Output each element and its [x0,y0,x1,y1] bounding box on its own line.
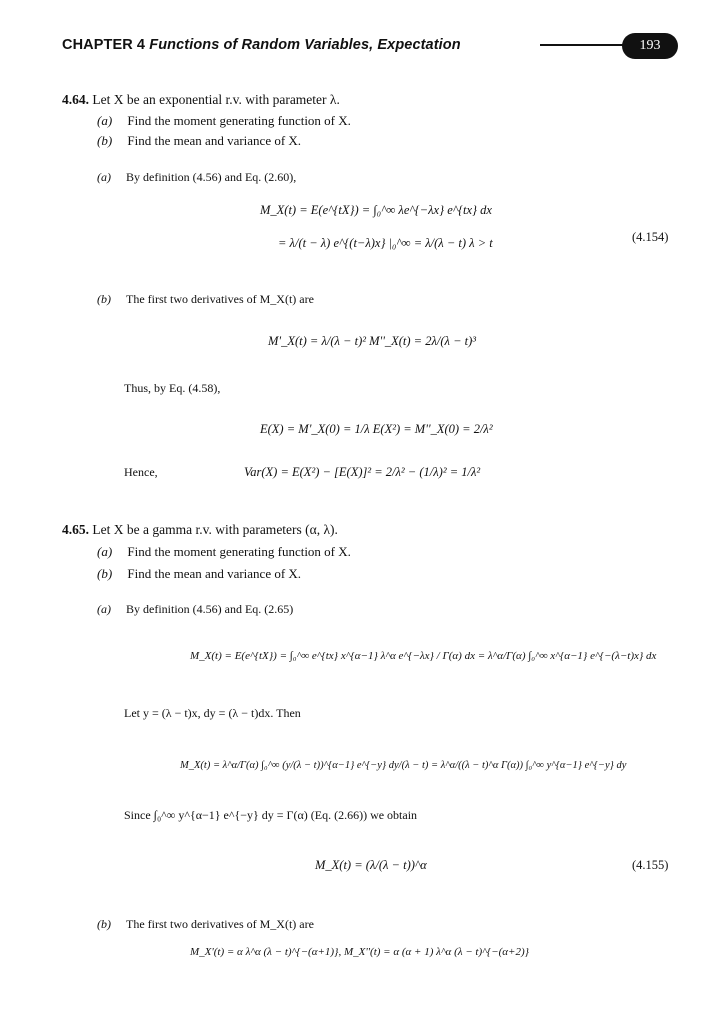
header-rule [540,44,626,46]
solution-text: By definition (4.56) and Eq. (2.60), [126,170,297,184]
problem-number: 4.65. [62,522,89,537]
part-label: (a) [97,544,113,559]
variance-equation: Var(X) = E(X²) − [E(X)]² = 2/λ² − (1/λ)² = 1/λ² [244,465,481,479]
problem-4-65-part-b [97,566,301,582]
part-text: Find the mean and variance of X. [127,133,302,148]
chapter-title: Functions of Random Variables, Expectation [149,37,461,53]
derivatives-equation: M'_X(t) = λ/(λ − t)² M''_X(t) = 2λ/(λ − t)³ [268,334,477,348]
part-label: (b) [97,133,113,148]
part-label: (b) [97,917,111,931]
page-number: 193 [622,33,678,59]
part-label: (a) [97,170,111,184]
equation-number-4-155: (4.155) [632,858,669,872]
problem-4-65-part-a [97,544,351,560]
part-label: (b) [97,292,111,306]
part-text: Find the moment generating function of X. [127,544,351,559]
gamma-derivatives-equation: M_X'(t) = α λ^α (λ − t)^{−(α+1)}, M_X''(t) = α (α + 1) λ^α (λ − t)^{−(α+2)} [190,946,530,958]
part-label: (a) [97,113,113,128]
problem-4-65-statement [62,522,338,538]
hence-text: Hence, [124,465,158,479]
solution-b-intro-4-65 [97,917,314,932]
solution-b-intro [97,292,314,307]
chapter-header [62,37,461,53]
part-text: Find the mean and variance of X. [127,566,302,581]
equation-number-4-154: (4.154) [632,230,669,244]
problem-4-64-part-a [97,113,351,129]
substitution-text: Let y = (λ − t)x, dy = (λ − t)dx. Then [124,706,301,720]
solution-text: By definition (4.56) and Eq. (2.65) [126,602,294,616]
problem-text: Let X be an exponential r.v. with parameter λ. [92,92,340,107]
equation-4-154-line-1: M_X(t) = E(e^{tX}) = ∫₀^∞ λe^{−λx} e^{tx} dx [260,203,492,217]
equation-4-154-line-2: = λ/(t − λ) e^{(t−λ)x} |₀^∞ = λ/(λ − t) λ > t [278,236,493,250]
substituted-integral-equation: M_X(t) = λ^α/Γ(α) ∫₀^∞ (y/(λ − t))^{α−1} e^{−y} dy/(λ − t) = λ^α/((λ − t)^α Γ(α)) ∫₀^∞ y^{α−1} e^{−y} dy [180,760,627,771]
chapter-label: CHAPTER 4 [62,37,146,53]
solution-text: The first two derivatives of M_X(t) are [126,292,314,306]
problem-4-64-part-b [97,133,301,149]
solution-text: The first two derivatives of M_X(t) are [126,917,314,931]
since-text: Since ∫₀^∞ y^{α−1} e^{−y} dy = Γ(α) (Eq. (2.66)) we obtain [124,808,418,822]
solution-a-intro-4-65 [97,602,293,617]
part-label: (a) [97,602,111,616]
mgf-integral-equation: M_X(t) = E(e^{tX}) = ∫₀^∞ e^{tx} x^{α−1} λ^α e^{−λx} / Γ(α) dx = λ^α/Γ(α) ∫₀^∞ x^{α−1} e^{−(λ−t)x} dx [190,650,657,662]
problem-4-64-statement [62,92,340,108]
thus-text: Thus, by Eq. (4.58), [124,381,221,395]
problem-text: Let X be a gamma r.v. with parameters (α, λ). [92,522,338,537]
solution-a-intro [97,170,296,185]
equation-4-155: M_X(t) = (λ/(λ − t))^α [315,858,427,872]
problem-number: 4.64. [62,92,89,107]
moments-equation: E(X) = M'_X(0) = 1/λ E(X²) = M''_X(0) = 2/λ² [260,422,493,436]
part-text: Find the moment generating function of X. [127,113,351,128]
part-label: (b) [97,566,113,581]
